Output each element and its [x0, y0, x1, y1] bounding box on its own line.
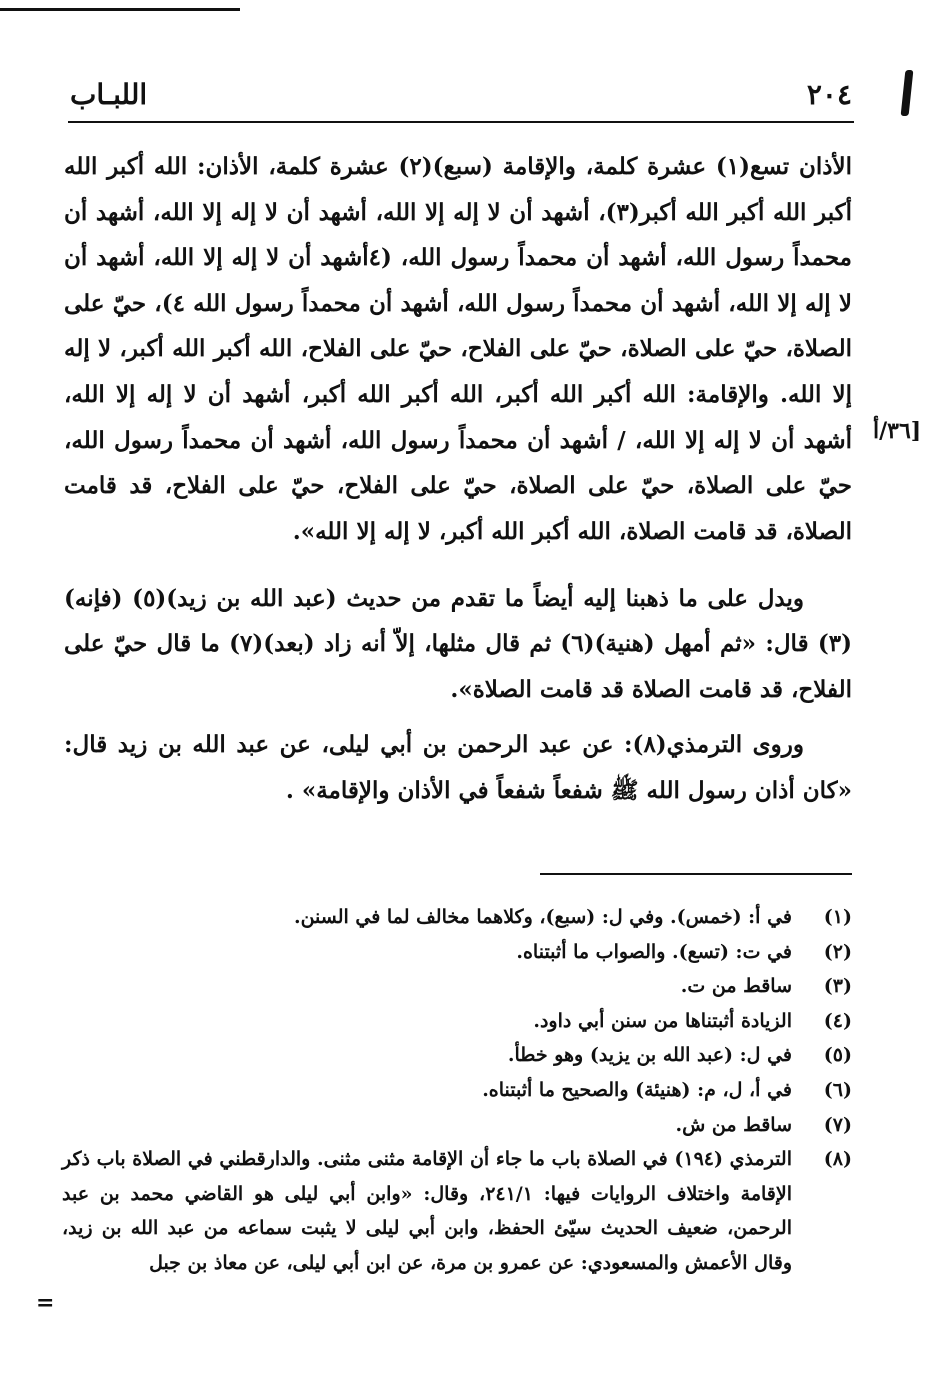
- footnotes: [62, 900, 852, 1281]
- corner-mark: [901, 70, 914, 116]
- paragraph-evidence: [64, 576, 852, 712]
- footnote-text: ساقط من ت.: [680, 975, 792, 998]
- footnote-text: في أ: (خمس). وفي ل: (سبع)، وكلاهما مخالف لما في السنن.: [293, 906, 792, 928]
- footnote: [62, 935, 852, 970]
- main-text: [64, 144, 852, 554]
- footnote: [62, 1142, 852, 1280]
- margin-folio-reference: ٣٦/أ]: [873, 418, 922, 444]
- paragraph-adhan-iqama: الأذان تسع(١) عشرة كلمة، والإقامة (سبع)(٢) عشرة كلمة، الأذان: الله أكبر الله أكبر الله أكبر الله أكبر(٣)، أشهد أن لا إله إلا الله، أشهد أن لا إله إلا الله، أشهد أن محمداً رسول الله، أشهد أن محمداً رسول الله، (٤أشهد أن لا إله إلا الله، أشهد أن لا إله إلا الله، أشهد أن محمداً رسول الله، أشهد أن محمداً رسول الله ٤)، حيّ على الصلاة، حيّ على الصلاة، حيّ على الفلاح، حيّ على الفلاح، الله أكبر الله أكبر، لا إله إلا الله. والإقامة: الله أكبر الله أكبر، الله أكبر الله أكبر، أشهد أن لا إله إلا الله، أشهد أن لا إله إلا الله، / أشهد أن محمداً رسول الله، أشهد أن محمداً رسول الله، حيّ على الصلاة، حيّ على الصلاة، حيّ على الفلاح، حيّ على الفلاح، قد قامت الصلاة، قد قامت الصلاة، الله أكبر الله أكبر، لا إله إلا الله».: [64, 153, 853, 545]
- header-rule: [68, 121, 854, 123]
- footnote-text: في ت: (تسع). والصواب ما أثبتناه.: [516, 940, 792, 963]
- footnote-text: الترمذي (١٩٤) في الصلاة باب ما جاء أن الإقامة مثنى مثنى. والدارقطني في الصلاة باب ذكر الإقامة واختلاف الروايات فيها: ٢٤١/١، وقال: «وابن أبي ليلى هو القاضي محمد بن عبد الرحمن، ضعيف الحديث سيّئ الحفظ، وابن أبي ليلى لا يثبت سماعه من عبد الله بن زيد، وقال الأعمش والمسعودي: عن عمرو بن مرة، عن ابن أبي ليلى، عن معاذ بن جبل: [62, 1148, 792, 1274]
- continuation-mark: =: [36, 1290, 55, 1316]
- running-title: اللبـاب: [70, 78, 148, 111]
- footnote-number: (٨): [823, 1148, 852, 1171]
- footnote-text: ساقط من ش.: [675, 1113, 792, 1136]
- footnote-number: (٣): [823, 975, 852, 998]
- footnote: [62, 900, 852, 935]
- footnote-number: (٦): [823, 1078, 852, 1101]
- footnote-separator: [540, 873, 852, 875]
- footnote-text: في أ، ل، م: (هنيئة) والصحيح ما أثبتناه.: [482, 1078, 792, 1101]
- paragraph-tirmidhi-text: وروى الترمذي(٨): عن عبد الرحمن بن أبي ليلى، عن عبد الله بن زيد قال: «كان أذان رسول الله ﷺ شفعاً شفعاً في الأذان والإقامة» .: [64, 731, 852, 804]
- footnote-number: (٢): [823, 940, 852, 963]
- footnote-text: في ل: (عبد الله بن يزيد) وهو خطأ.: [507, 1044, 792, 1067]
- footnote-number: (٧): [823, 1113, 852, 1136]
- footnote: [62, 1004, 852, 1039]
- footnote: [62, 1108, 852, 1143]
- footnote-number: (١): [823, 906, 852, 928]
- footnote-text: الزيادة أثبتناها من سنن أبي داود.: [533, 1009, 792, 1032]
- running-header: [70, 78, 852, 114]
- page-number: ٢٠٤: [806, 78, 852, 111]
- footnote-number: (٤): [823, 1009, 852, 1032]
- footnote: [62, 1038, 852, 1073]
- paragraph-tirmidhi: [64, 722, 852, 814]
- top-rule: [0, 8, 240, 11]
- footnote-number: (٥): [823, 1044, 852, 1067]
- footnote: [62, 969, 852, 1004]
- footnote: [62, 1073, 852, 1108]
- paragraph-evidence-text: ويدل على ما ذهبنا إليه أيضاً ما تقدم من حديث (عبد الله بن زيد)(٥) (فإنه)(٣) قال: «ثم أمهل (هنية)(٦) ثم قال مثلها، إلاّ أنه زاد (بعد)(٧) ما قال حيّ على الفلاح، قد قامت الصلاة قد قامت الصلاة».: [64, 585, 852, 703]
